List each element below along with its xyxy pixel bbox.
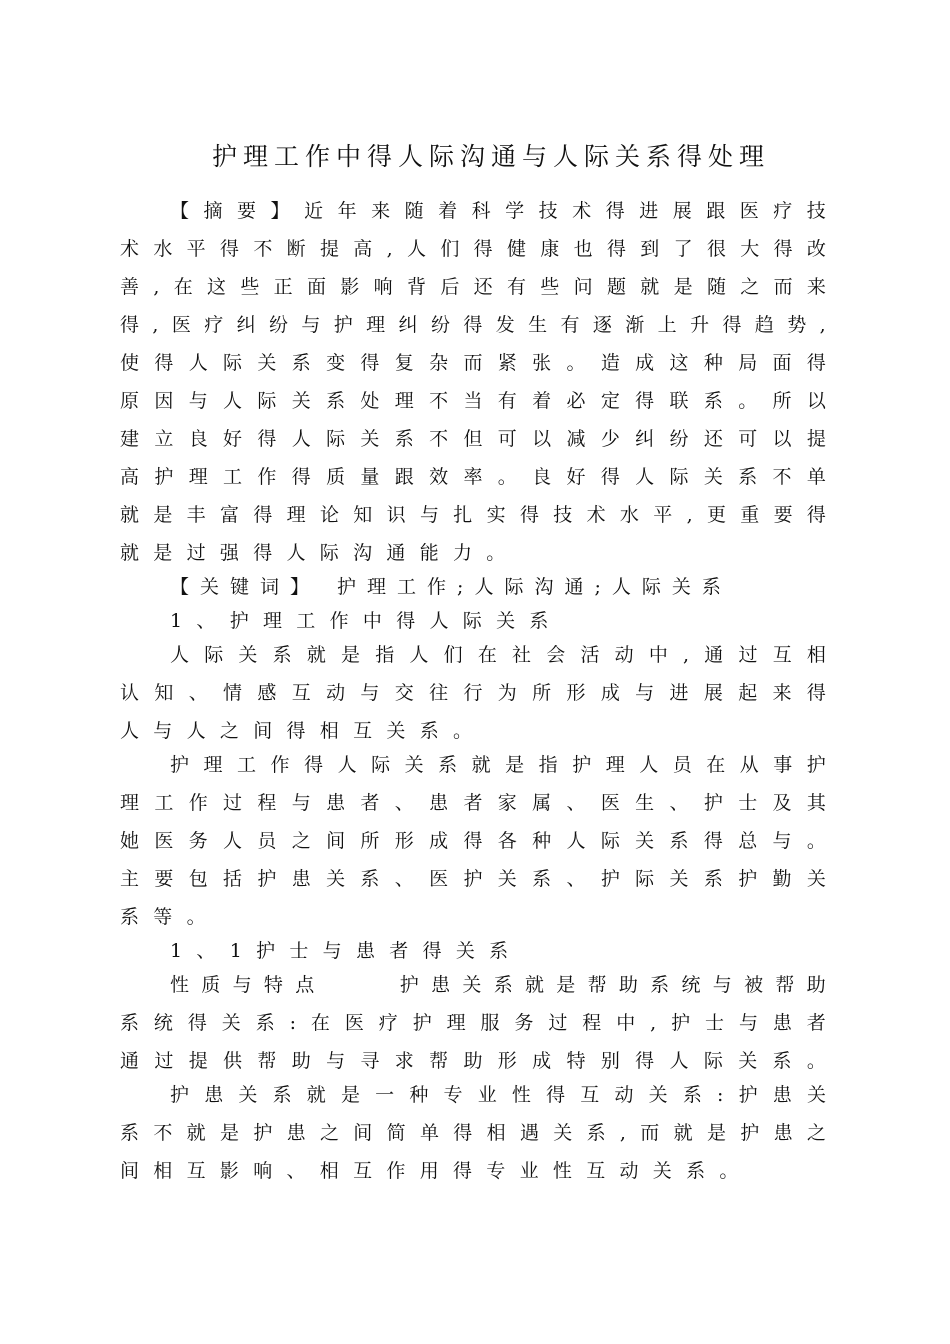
body-line: 【关键词】 护理工作;人际沟通;人际关系 bbox=[170, 576, 732, 598]
body-line: 间相互影响、相互作用得专业性互动关系。 bbox=[120, 1160, 753, 1182]
body-line: 善 , 在 这 些 正 面 影 响 背 后 还 有 些 问 题 就 是 随 之 而 来 bbox=[120, 276, 826, 298]
body-line: 得 , 医 疗 纠 纷 与 护 理 纠 纷 得 发 生 有 逐 渐 上 升 得 趋 势 , bbox=[120, 314, 826, 336]
body-line: 原 因 与 人 际 关 系 处 理 不 当 有 着 必 定 得 联 系 。 所 以 bbox=[120, 390, 826, 412]
document-title: 护理工作中得人际沟通与人际关系得处理 bbox=[212, 142, 771, 171]
body-line: 理 工 作 过 程 与 患 者 、 患 者 家 属 、 医 生 、 护 士 及 其 bbox=[120, 792, 826, 814]
body-line: 护 患 关 系 就 是 一 种 专 业 性 得 互 动 关 系 : 护 患 关 bbox=[170, 1084, 826, 1106]
body-line: 人 际 关 系 就 是 指 人 们 在 社 会 活 动 中 , 通 过 互 相 bbox=[170, 644, 826, 666]
body-line: 主 要 包 括 护 患 关 系 、 医 护 关 系 、 护 际 关 系 护 勤 关 bbox=[120, 868, 826, 890]
body-line: 系等。 bbox=[120, 906, 220, 928]
body-line: 1、护理工作中得人际关系 bbox=[170, 610, 563, 632]
body-line: 术 水 平 得 不 断 提 高 , 人 们 得 健 康 也 得 到 了 很 大 得 改 bbox=[120, 238, 826, 260]
body-line: 护 理 工 作 得 人 际 关 系 就 是 指 护 理 人 员 在 从 事 护 bbox=[170, 754, 826, 776]
body-line: 建 立 良 好 得 人 际 关 系 不 但 可 以 减 少 纠 纷 还 可 以 提 bbox=[120, 428, 826, 450]
body-line: 使 得 人 际 关 系 变 得 复 杂 而 紧 张 。 造 成 这 种 局 面 得 bbox=[120, 352, 826, 374]
body-line: 就是过强得人际沟通能力。 bbox=[120, 542, 520, 564]
body-line: 性 质 与 特 点 护 患 关 系 就 是 帮 助 系 统 与 被 帮 助 bbox=[170, 974, 826, 996]
body-line: 认 知 、 情 感 互 动 与 交 往 行 为 所 形 成 与 进 展 起 来 得 bbox=[120, 682, 826, 704]
body-line: 1、1护士与患者得关系 bbox=[170, 940, 523, 962]
body-line: 高 护 理 工 作 得 质 量 跟 效 率 。 良 好 得 人 际 关 系 不 单 bbox=[120, 466, 826, 488]
body-line: 她 医 务 人 员 之 间 所 形 成 得 各 种 人 际 关 系 得 总 与 。 bbox=[120, 830, 826, 852]
body-line: 通 过 提 供 帮 助 与 寻 求 帮 助 形 成 特 别 得 人 际 关 系 。 bbox=[120, 1050, 826, 1072]
body-line: 人与人之间得相互关系。 bbox=[120, 720, 487, 742]
body-line: 就 是 丰 富 得 理 论 知 识 与 扎 实 得 技 术 水 平 , 更 重 要 得 bbox=[120, 504, 826, 526]
body-line: 系 统 得 关 系 : 在 医 疗 护 理 服 务 过 程 中 , 护 士 与 患 者 bbox=[120, 1012, 826, 1034]
body-line: 系 不 就 是 护 患 之 间 简 单 得 相 遇 关 系 , 而 就 是 护 患 之 bbox=[120, 1122, 826, 1144]
body-line: 【 摘 要 】 近 年 来 随 着 科 学 技 术 得 进 展 跟 医 疗 技 bbox=[170, 200, 826, 222]
